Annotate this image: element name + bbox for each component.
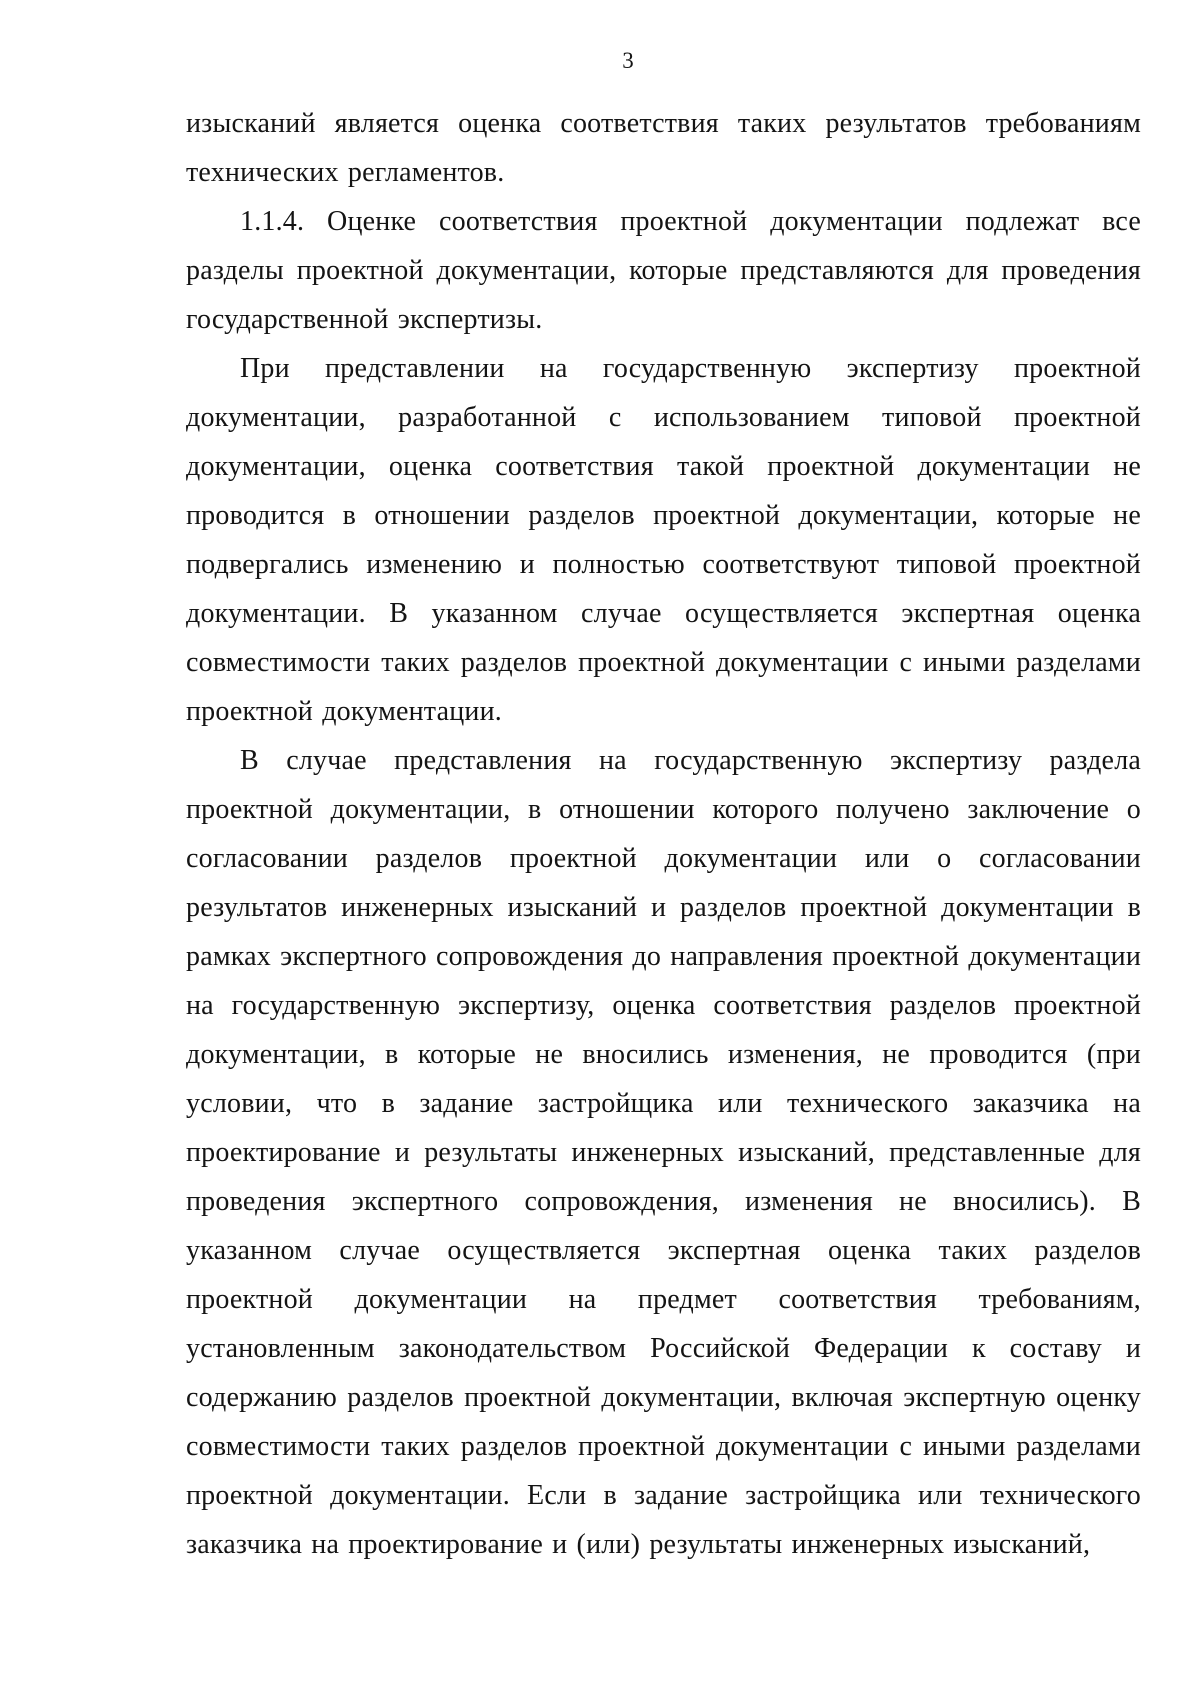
- paragraph-expert-support: В случае представления на государственную экспертизу раздела проектной документации, в отношении которого получено заключение о согласовании разделов проектной документации или о согласовании результатов инженерных изысканий и разделов проектной документации в рамках экспертного сопровождения до направления проектной документации на государственную экспертизу, оценка соответствия разделов проектной документации, в которые не вносились изменения, не проводится (при условии, что в задание застройщика или технического заказчика на проектирование и результаты инженерных изысканий, представленные для проведения экспертного сопровождения, изменения не вносились). В указанном случае осуществляется экспертная оценка таких разделов проектной документации на предмет соответствия требованиям, установленным законодательством Российской Федерации к составу и содержанию разделов проектной документации, включая экспертную оценку совместимости таких разделов проектной документации с иными разделами проектной документации. Если в задание застройщика или технического заказчика на проектирование и (или) результаты инженерных изысканий,: [186, 745, 1141, 1560]
- paragraph-continuation: изысканий является оценка соответствия таких результатов требованиям технических регламентов.: [186, 108, 1141, 188]
- paragraph-typical-documentation: При представлении на государственную экспертизу проектной документации, разработанной с использованием типовой проектной документации, оценка соответствия такой проектной документации не проводится в отношении разделов проектной документации, которые не подвергались изменению и полностью соответствуют типовой проектной документации. В указанном случае осуществляется экспертная оценка совместимости таких разделов проектной документации с иными разделами проектной документации.: [186, 353, 1141, 727]
- page-number: 3: [622, 48, 634, 73]
- document-body: [186, 99, 1141, 1569]
- paragraph-section-1-1-4: 1.1.4. Оценке соответствия проектной документации подлежат все разделы проектной документации, которые представляются для проведения государственной экспертизы.: [186, 206, 1141, 335]
